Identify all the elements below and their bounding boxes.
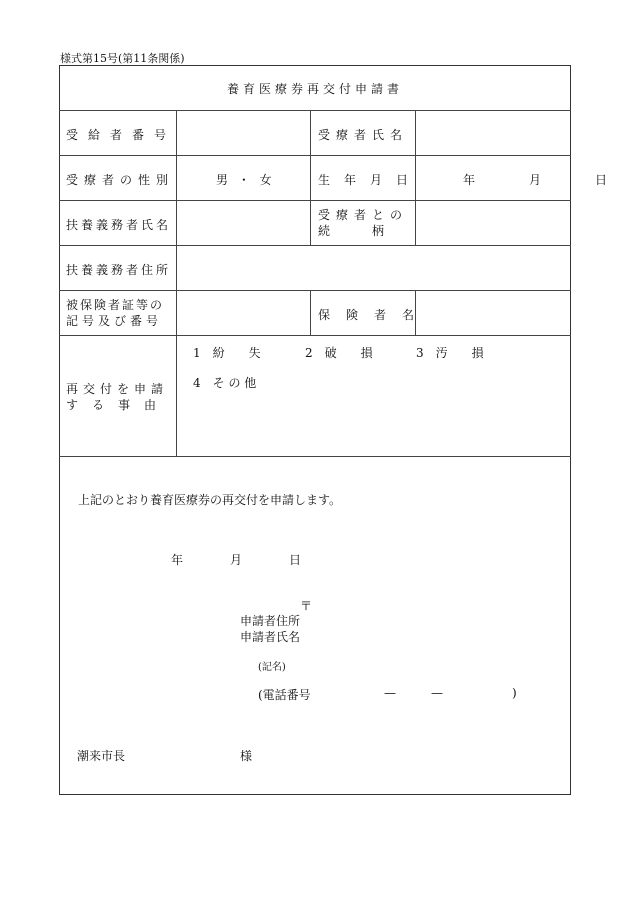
phone-close: ) [512, 686, 517, 700]
guardian-address-field[interactable] [177, 246, 571, 290]
reason-option-damaged[interactable]: 2 破 損 [305, 346, 373, 360]
reason-option-other[interactable]: 4 そ の 他 [193, 376, 257, 390]
patient-name-field[interactable] [416, 111, 571, 155]
insurer-name-field[interactable] [416, 291, 571, 335]
row-divider [59, 155, 571, 156]
insurer-name-label: 保険者名 [318, 308, 431, 322]
guardian-address-label: 扶養義務者住所 [66, 263, 172, 277]
insurance-number-field[interactable] [177, 291, 310, 335]
reason-label [66, 381, 170, 413]
column-divider [310, 110, 311, 245]
form-number: 様式第15号(第11条関係) [60, 52, 185, 65]
patient-name-label: 受療者氏名 [318, 128, 409, 142]
insurance-label-line2: 記号及び番号 [66, 314, 163, 328]
guardian-name-label: 扶養義務者氏名 [66, 218, 172, 232]
date-day[interactable]: 日 [289, 553, 302, 567]
phone-dash: — [431, 686, 443, 700]
addressee-mayor: 潮来市長 [77, 749, 126, 763]
birth-date-label: 生年月日 [318, 173, 423, 187]
relationship-label [318, 207, 408, 239]
recipient-number-field[interactable] [177, 111, 310, 155]
form-title: 養育医療券再交付申請書 [226, 82, 403, 96]
column-divider [310, 290, 311, 335]
addressee-honorific: 様 [240, 749, 253, 763]
insurance-label-line1: 被保険者証等の [66, 298, 165, 312]
reason-option-soiled[interactable]: 3 汚 損 [416, 346, 484, 360]
postal-mark: 〒 [300, 599, 313, 613]
patient-gender-label: 受療者の性別 [66, 173, 175, 187]
reason-option-lost[interactable]: 1 紛 失 [193, 346, 261, 360]
relationship-label-line1: 受療者との [318, 208, 409, 222]
relationship-field[interactable] [416, 201, 571, 245]
gender-options[interactable]: 男 ・ 女 [216, 173, 275, 187]
row-divider [59, 335, 571, 336]
signature-note: (記名) [258, 662, 286, 673]
applicant-address-label: 申請者住所 [240, 614, 301, 628]
guardian-name-field[interactable] [177, 201, 310, 245]
row-divider [59, 456, 571, 457]
recipient-number-label: 受給者番号 [66, 128, 177, 142]
application-statement: 上記のとおり養育医療券の再交付を申請します。 [78, 493, 342, 507]
relationship-label-line2: 続 柄 [318, 224, 391, 238]
applicant-name-label: 申請者氏名 [240, 630, 301, 644]
date-month[interactable]: 月 [230, 553, 243, 567]
phone-dash: — [384, 686, 396, 700]
birth-date-field[interactable]: 年 月 日 [463, 173, 618, 187]
insurance-label [66, 297, 164, 329]
date-year[interactable]: 年 [171, 553, 184, 567]
reason-label-line1: 再交付を申請 [66, 382, 169, 396]
phone-label: (電話番号 [258, 688, 311, 702]
reason-label-line2: する事由 [66, 398, 171, 412]
